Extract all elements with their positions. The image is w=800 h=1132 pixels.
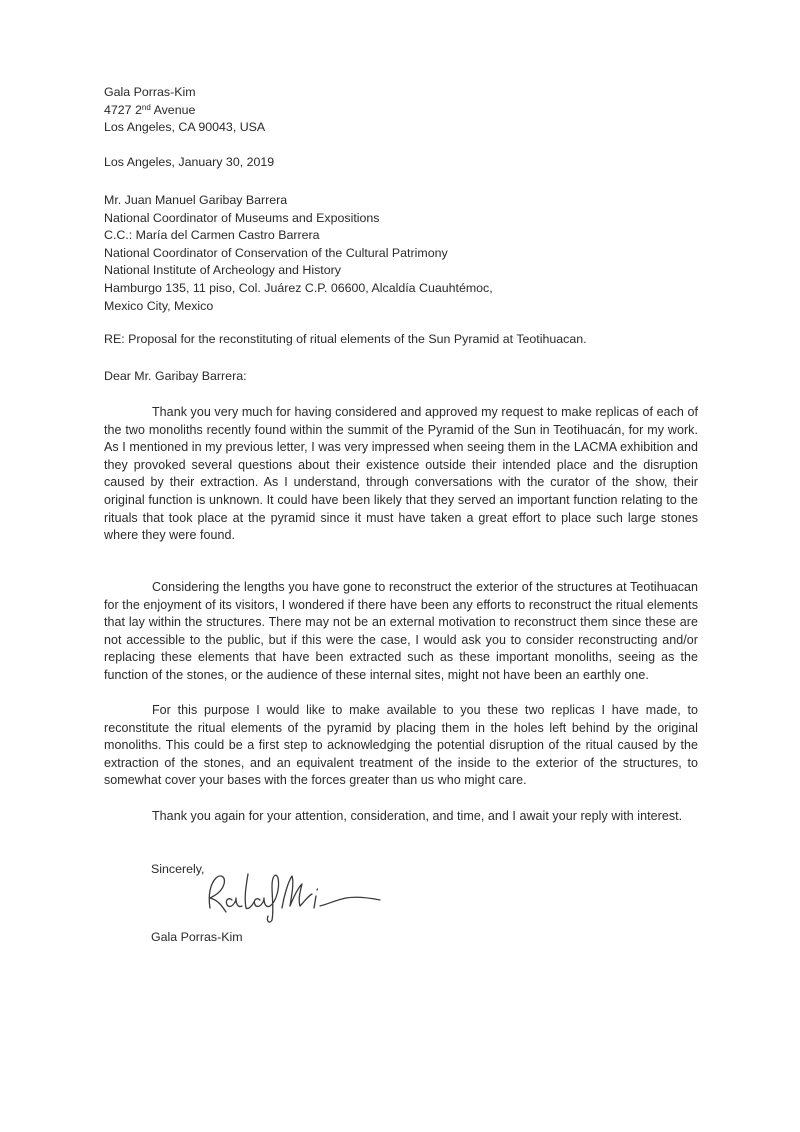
- body-paragraph: [104, 702, 698, 790]
- sender-city: Los Angeles, CA 90043, USA: [104, 120, 266, 135]
- sender-street-number: 4727 2: [104, 102, 142, 117]
- date-line: Los Angeles, January 30, 2019: [104, 155, 275, 169]
- body-paragraph: [104, 579, 698, 685]
- recipient-line: Mexico City, Mexico: [104, 298, 214, 313]
- sender-street: [104, 102, 698, 120]
- sender-address: [104, 84, 698, 137]
- letter-date: [104, 154, 698, 172]
- recipient-line: National Coordinator of Museums and Expositions: [104, 210, 380, 225]
- recipient-line: Mr. Juan Manuel Garibay Barrera: [104, 193, 288, 207]
- salutation: [104, 368, 698, 386]
- sender-name: Gala Porras-Kim: [104, 85, 196, 99]
- recipient-address: [104, 192, 698, 315]
- recipient-line: National Coordinator of Conservation of the Cultural Patrimony: [104, 245, 448, 260]
- recipient-line: National Institute of Archeology and History: [104, 263, 341, 278]
- recipient-line: Hamburgo 135, 11 piso, Col. Juárez C.P. 06600, Alcaldía Cuauhtémoc,: [104, 280, 493, 295]
- paragraph-text: For this purpose I would like to make available to you these two replicas I have made, to reconstitute the ritual elements of the pyramid by placing them in the holes left behind by the original monoliths. This could be a first step to acknowledging the potential disruption of the ritual caused by the extraction of the stones, and an equivalent treatment of the inside to the exterior of the structures, to somewhat cover your bases with the forces greater than us who might care.: [104, 703, 698, 788]
- re-text: RE: Proposal for the reconstituting of ritual elements of the Sun Pyramid at Teotihuacan.: [104, 332, 587, 346]
- signed-name: [151, 929, 351, 947]
- paragraph-text: Considering the lengths you have gone to reconstruct the exterior of the structures at Teotihuacan for the enjoyment of its visitors, I wondered if there have been any efforts to reconstruct the ritual elements that lay within the structures. There may not be an external motivation to reconstruct them since these are not accessible to the public, but if this were the case, I would ask you to consider reconstructing and/or replacing these elements that have been extracted such as these important monoliths, seeing as the function of the stones, or the audience of these internal sites, might not have been an earthly one.: [104, 580, 698, 682]
- handwritten-signature: [196, 866, 386, 926]
- subject-line: [104, 331, 698, 349]
- sender-street-sup: nd: [141, 102, 151, 112]
- salutation-text: Dear Mr. Garibay Barrera:: [104, 369, 247, 383]
- signed-name-text: Gala Porras-Kim: [151, 930, 243, 944]
- paragraph-text: Thank you again for your attention, consideration, and time, and I await your reply with interest.: [152, 809, 683, 823]
- paragraph-text: Thank you very much for having considered and approved my request to make replicas of each of the two monoliths recently found within the summit of the Pyramid of the Sun in Teotihuacán, for my work. As I mentioned in my previous letter, I was very impressed when seeing them in the LACMA exhibition and they provoked several questions about their existence outside their intended place and the disruption caused by their extraction. As I understand, through conversations with the curator of the show, their original function is unknown. It could have been likely that they served an important function relating to the rituals that took place at the pyramid since it must have taken a great effort to place such large stones where they were found.: [104, 405, 698, 543]
- closing-text: Sincerely,: [151, 862, 205, 876]
- body-paragraph: [104, 404, 698, 545]
- body-paragraph: [104, 808, 698, 826]
- recipient-line: C.C.: María del Carmen Castro Barrera: [104, 228, 320, 243]
- sender-street-rest: Avenue: [150, 102, 196, 117]
